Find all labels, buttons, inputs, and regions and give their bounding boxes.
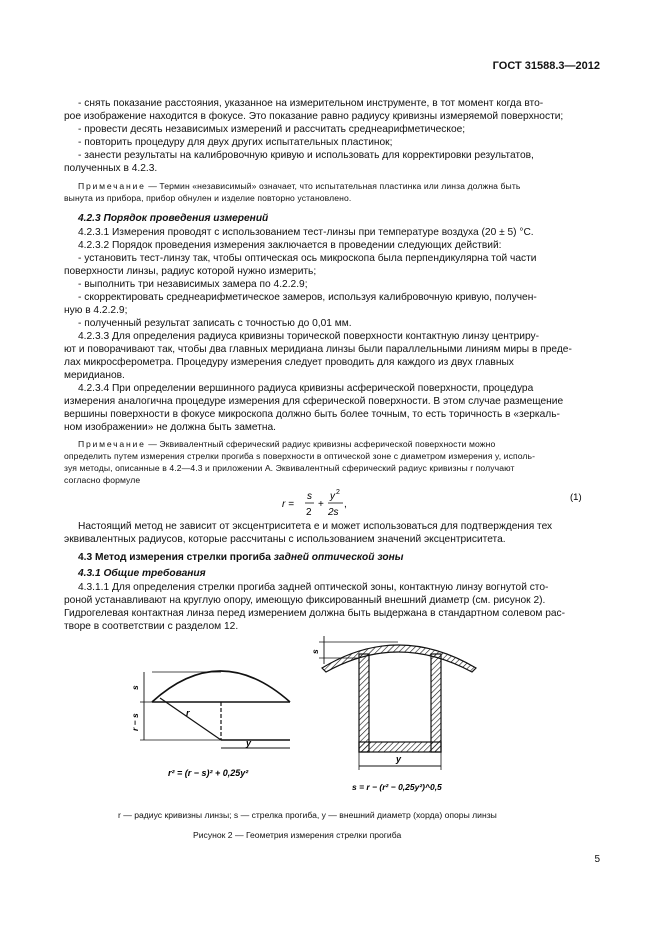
formula-comma: , xyxy=(344,499,347,510)
figure-2 xyxy=(100,628,520,808)
section-heading: 4.2.3 Порядок проведения измерений xyxy=(78,213,269,224)
paragraph-line: ном изображении» не должна быть заметна. xyxy=(64,422,276,433)
paragraph-line: творе в соответствии с разделом 12. xyxy=(64,621,239,632)
figure-legend: r — радиус кривизны линзы; s — стрелка прогиба, y — внешний диаметр (хорда) опоры линзы xyxy=(118,810,497,820)
paragraph-line: Гидрогелевая контактная линза перед измерением должна быть выдержана в стандартном солевом рас- xyxy=(64,608,566,619)
bullet-line: - полученный результат записать с точностью до 0,01 мм. xyxy=(78,318,352,329)
note-label: Примечание xyxy=(78,181,146,191)
bullet-line: - установить тест-линзу так, чтобы оптическая ось микроскопа была перпендикулярна той части xyxy=(78,253,537,264)
note-line: Примечание — Термин «независимый» означает, что испытательная пластинка или линза должна быть xyxy=(78,181,521,191)
formula-lhs: r = xyxy=(282,499,294,510)
bullet-line: - выполнить три независимых замера по 4.2.2.9; xyxy=(78,279,308,290)
formula-num1: s xyxy=(307,491,312,502)
document-header: ГОСТ 31588.3—2012 xyxy=(492,60,600,72)
paragraph-line: эквивалентных радиусов, которые рассчитаны с использованием значений эксцентриситета. xyxy=(64,534,506,545)
bullet-line: - скорректировать среднеарифметическое замеров, используя калибровочную кривую, получен- xyxy=(78,292,537,303)
paragraph-line: лах микросферометра. Процедуру измерения следует проводить для каждого из двух главных xyxy=(64,357,514,368)
bullet-line: поверхности линзы, радиус которой нужно измерить; xyxy=(64,266,317,277)
bullet-line: - повторить процедуру для двух других испытательных пластинок; xyxy=(78,137,393,148)
formula-den1: 2 xyxy=(306,507,312,518)
paragraph-line: ют и поворачивают так, чтобы два главных меридиана линзы были параллельными линиям миры в преде- xyxy=(64,344,572,355)
formula-left: r² = (r − s)² + 0,25y² xyxy=(168,768,249,778)
formula-exp: 2 xyxy=(336,489,340,496)
paragraph-line: меридианов. xyxy=(64,370,125,381)
formula-den2: 2s xyxy=(328,507,339,518)
bullet-line: - снять показание расстояния, указанное на измерительном инструменте, в тот момент когда вто- xyxy=(78,98,544,109)
section-heading: 4.3 Метод измерения стрелки прогиба задней оптической зоны xyxy=(78,552,404,563)
right-diagram xyxy=(310,636,476,792)
formula-num2: y xyxy=(330,491,335,502)
lens-shell xyxy=(322,645,476,672)
formula-right: s = r − (r² − 0,25y²)^0,5 xyxy=(352,782,442,792)
support-wall-right xyxy=(431,654,441,752)
lens-arc xyxy=(152,671,290,702)
paragraph-line: Настоящий метод не зависит от эксцентриситета e и может использоваться для подтверждения тех xyxy=(78,521,553,532)
bullet-line: ную в 4.2.2.9; xyxy=(64,305,128,316)
left-diagram xyxy=(130,671,290,778)
bullet-line: рое изображение находится в фокусе. Это показание равно радиусу кривизны измеряемой поверхности; xyxy=(64,111,564,122)
paragraph-line: 4.2.3.2 Порядок проведения измерения заключается в проведении следующих действий: xyxy=(78,240,502,251)
paragraph-line: 4.2.3.4 При определении вершинного радиуса кривизны асферической поверхности, процедура xyxy=(78,383,534,394)
label-y: y xyxy=(396,754,402,764)
paragraph-line: измерения аналогична процедуре измерения для сферической поверхности. В этом случае размещение xyxy=(64,396,564,407)
label-y: y xyxy=(246,738,252,748)
support-wall-left xyxy=(359,654,369,752)
note-line: согласно формуле xyxy=(64,475,141,485)
label-r-s: r − s xyxy=(130,713,140,731)
label-r: r xyxy=(186,708,190,718)
label-s: s xyxy=(310,649,320,654)
support-base xyxy=(359,742,441,752)
paragraph-line: 4.2.3.1 Измерения проводят с использованием тест-линзы при температуре воздуха (20 ± 5) °С. xyxy=(78,227,534,238)
page-number: 5 xyxy=(594,854,600,865)
note-line: Примечание — Эквивалентный сферический радиус кривизны асферической поверхности можно xyxy=(78,439,496,449)
note-line: зуя методы, описанные в 4.2—4.3 и приложении А. Эквивалентный сферический радиус кривизны r получают xyxy=(64,463,515,473)
radius-line xyxy=(160,698,221,740)
bullet-line: полученных в 4.2.3. xyxy=(64,163,158,174)
bullet-line: - провести десять независимых измерений и рассчитать среднеарифметическое; xyxy=(78,124,466,135)
paragraph-line: роной устанавливают на круглую опору, имеющую фиксированный внешний диаметр (см. рисунок 2). xyxy=(64,595,546,606)
note-label: Примечание xyxy=(78,439,146,449)
paragraph-line: 4.2.3.3 Для определения радиуса кривизны торической поверхности контактную линзу центриру- xyxy=(78,331,539,342)
formula-plus: + xyxy=(318,499,324,510)
bullet-line: - занести результаты на калибровочную кривую и использовать для корректировки результатов, xyxy=(78,150,534,161)
note-line: вынута из прибора, прибор обнулен и изделие повторно установлено. xyxy=(64,193,352,203)
subsection-heading: 4.3.1 Общие требования xyxy=(78,568,206,579)
figure-caption: Рисунок 2 — Геометрия измерения стрелки прогиба xyxy=(193,830,402,840)
paragraph-line: вершины поверхности в фокусе микроскопа должно быть более точным, то есть торичность в «зеркаль- xyxy=(64,409,560,420)
formula-1 xyxy=(280,486,600,522)
paragraph-line: 4.3.1.1 Для определения стрелки прогиба задней оптической зоны, контактную линзу вогнутой сто- xyxy=(78,582,549,593)
note-line: определить путем измерения стрелки прогиба s поверхности в оптической зоне с диаметром измерения y, исполь- xyxy=(64,451,536,461)
label-s: s xyxy=(130,685,140,690)
formula-number: (1) xyxy=(570,492,582,503)
